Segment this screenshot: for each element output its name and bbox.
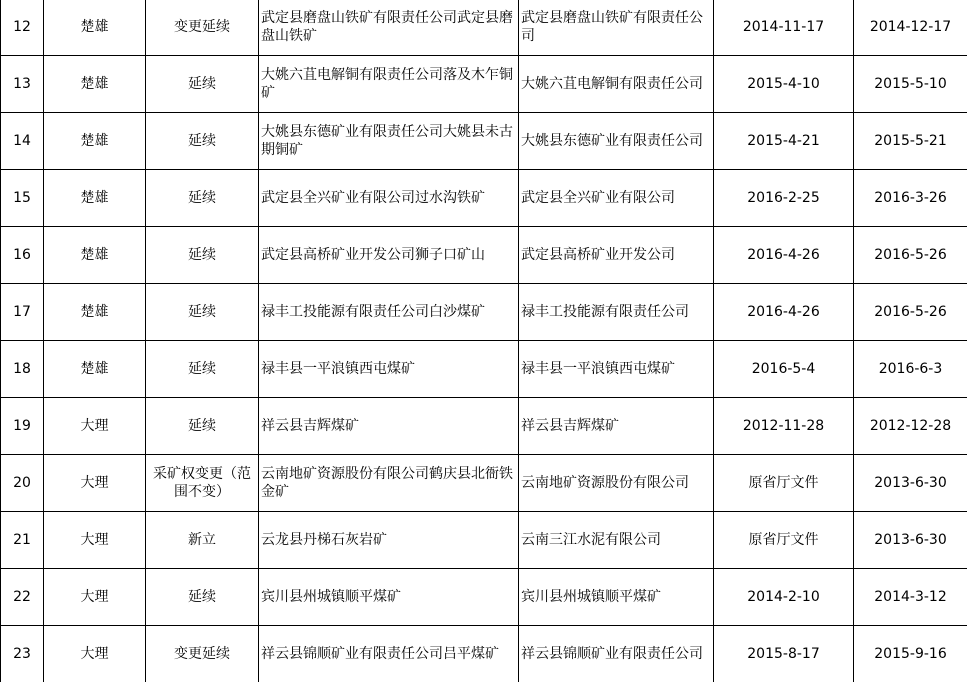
company-name-cell: 大姚县东德矿业有限责任公司 [519,113,714,170]
city-cell: 楚雄 [44,170,146,227]
deadline-date-cell: 2016-5-26 [854,227,967,284]
city-cell: 楚雄 [44,0,146,56]
accept-date-cell: 2015-4-21 [714,113,854,170]
company-name-cell: 武定县高桥矿业开发公司 [519,227,714,284]
application-type-cell: 变更延续 [146,0,259,56]
city-cell: 楚雄 [44,56,146,113]
application-type-cell: 延续 [146,113,259,170]
mine-name-cell: 祥云县吉辉煤矿 [259,398,519,455]
table-row [1,284,967,341]
deadline-date-cell: 2016-3-26 [854,170,967,227]
table-row [1,170,967,227]
application-type-cell: 延续 [146,227,259,284]
deadline-date-cell: 2013-6-30 [854,455,967,512]
table-row [1,455,967,512]
company-name-cell: 大姚六苴电解铜有限责任公司 [519,56,714,113]
company-name-cell: 云南三江水泥有限公司 [519,512,714,569]
row-number-cell: 17 [1,284,44,341]
accept-date-cell: 2016-2-25 [714,170,854,227]
city-cell: 大理 [44,455,146,512]
row-number-cell: 12 [1,0,44,56]
city-cell: 大理 [44,512,146,569]
table-row [1,398,967,455]
city-cell: 大理 [44,569,146,626]
mine-name-cell: 大姚县东德矿业有限责任公司大姚县未古期铜矿 [259,113,519,170]
accept-date-cell: 2014-2-10 [714,569,854,626]
row-number-cell: 15 [1,170,44,227]
deadline-date-cell: 2016-5-26 [854,284,967,341]
application-type-cell: 延续 [146,398,259,455]
deadline-date-cell: 2014-3-12 [854,569,967,626]
table-row [1,626,967,683]
accept-date-cell: 2014-11-17 [714,0,854,56]
mine-name-cell: 云南地矿资源股份有限公司鹤庆县北衙铁金矿 [259,455,519,512]
mine-name-cell: 禄丰县一平浪镇西屯煤矿 [259,341,519,398]
row-number-cell: 21 [1,512,44,569]
row-number-cell: 16 [1,227,44,284]
table-row [1,113,967,170]
city-cell: 大理 [44,398,146,455]
row-number-cell: 20 [1,455,44,512]
company-name-cell: 祥云县锦顺矿业有限责任公司 [519,626,714,683]
deadline-date-cell: 2015-5-21 [854,113,967,170]
company-name-cell: 禄丰工投能源有限责任公司 [519,284,714,341]
accept-date-cell: 原省厅文件 [714,512,854,569]
deadline-date-cell: 2015-9-16 [854,626,967,683]
deadline-date-cell: 2013-6-30 [854,512,967,569]
application-type-cell: 延续 [146,569,259,626]
accept-date-cell: 2016-5-4 [714,341,854,398]
accept-date-cell: 原省厅文件 [714,455,854,512]
mine-name-cell: 宾川县州城镇顺平煤矿 [259,569,519,626]
city-cell: 楚雄 [44,113,146,170]
mine-name-cell: 祥云县锦顺矿业有限责任公司吕平煤矿 [259,626,519,683]
mine-name-cell: 武定县高桥矿业开发公司狮子口矿山 [259,227,519,284]
mine-name-cell: 禄丰工投能源有限责任公司白沙煤矿 [259,284,519,341]
accept-date-cell: 2016-4-26 [714,284,854,341]
table-row [1,227,967,284]
accept-date-cell: 2015-8-17 [714,626,854,683]
table-row [1,56,967,113]
city-cell: 楚雄 [44,341,146,398]
deadline-date-cell: 2014-12-17 [854,0,967,56]
mine-name-cell: 武定县全兴矿业有限公司过水沟铁矿 [259,170,519,227]
application-type-cell: 新立 [146,512,259,569]
row-number-cell: 13 [1,56,44,113]
city-cell: 大理 [44,626,146,683]
city-cell: 楚雄 [44,284,146,341]
company-name-cell: 武定县全兴矿业有限公司 [519,170,714,227]
table-row [1,512,967,569]
application-type-cell: 变更延续 [146,626,259,683]
application-type-cell: 延续 [146,170,259,227]
mine-name-cell: 武定县磨盘山铁矿有限责任公司武定县磨盘山铁矿 [259,0,519,56]
company-name-cell: 武定县磨盘山铁矿有限责任公司 [519,0,714,56]
mine-name-cell: 大姚六苴电解铜有限责任公司落及木乍铜矿 [259,56,519,113]
company-name-cell: 宾川县州城镇顺平煤矿 [519,569,714,626]
table-row [1,0,967,56]
accept-date-cell: 2012-11-28 [714,398,854,455]
application-type-cell: 延续 [146,56,259,113]
table-row [1,569,967,626]
application-type-cell: 延续 [146,341,259,398]
row-number-cell: 14 [1,113,44,170]
company-name-cell: 禄丰县一平浪镇西屯煤矿 [519,341,714,398]
row-number-cell: 18 [1,341,44,398]
city-cell: 楚雄 [44,227,146,284]
accept-date-cell: 2016-4-26 [714,227,854,284]
row-number-cell: 19 [1,398,44,455]
company-name-cell: 祥云县吉辉煤矿 [519,398,714,455]
company-name-cell: 云南地矿资源股份有限公司 [519,455,714,512]
application-type-cell: 采矿权变更（范围不变） [146,455,259,512]
application-type-cell: 延续 [146,284,259,341]
row-number-cell: 22 [1,569,44,626]
deadline-date-cell: 2012-12-28 [854,398,967,455]
deadline-date-cell: 2015-5-10 [854,56,967,113]
row-number-cell: 23 [1,626,44,683]
table-body [1,0,967,682]
deadline-date-cell: 2016-6-3 [854,341,967,398]
accept-date-cell: 2015-4-10 [714,56,854,113]
mine-name-cell: 云龙县丹梯石灰岩矿 [259,512,519,569]
table-row [1,341,967,398]
